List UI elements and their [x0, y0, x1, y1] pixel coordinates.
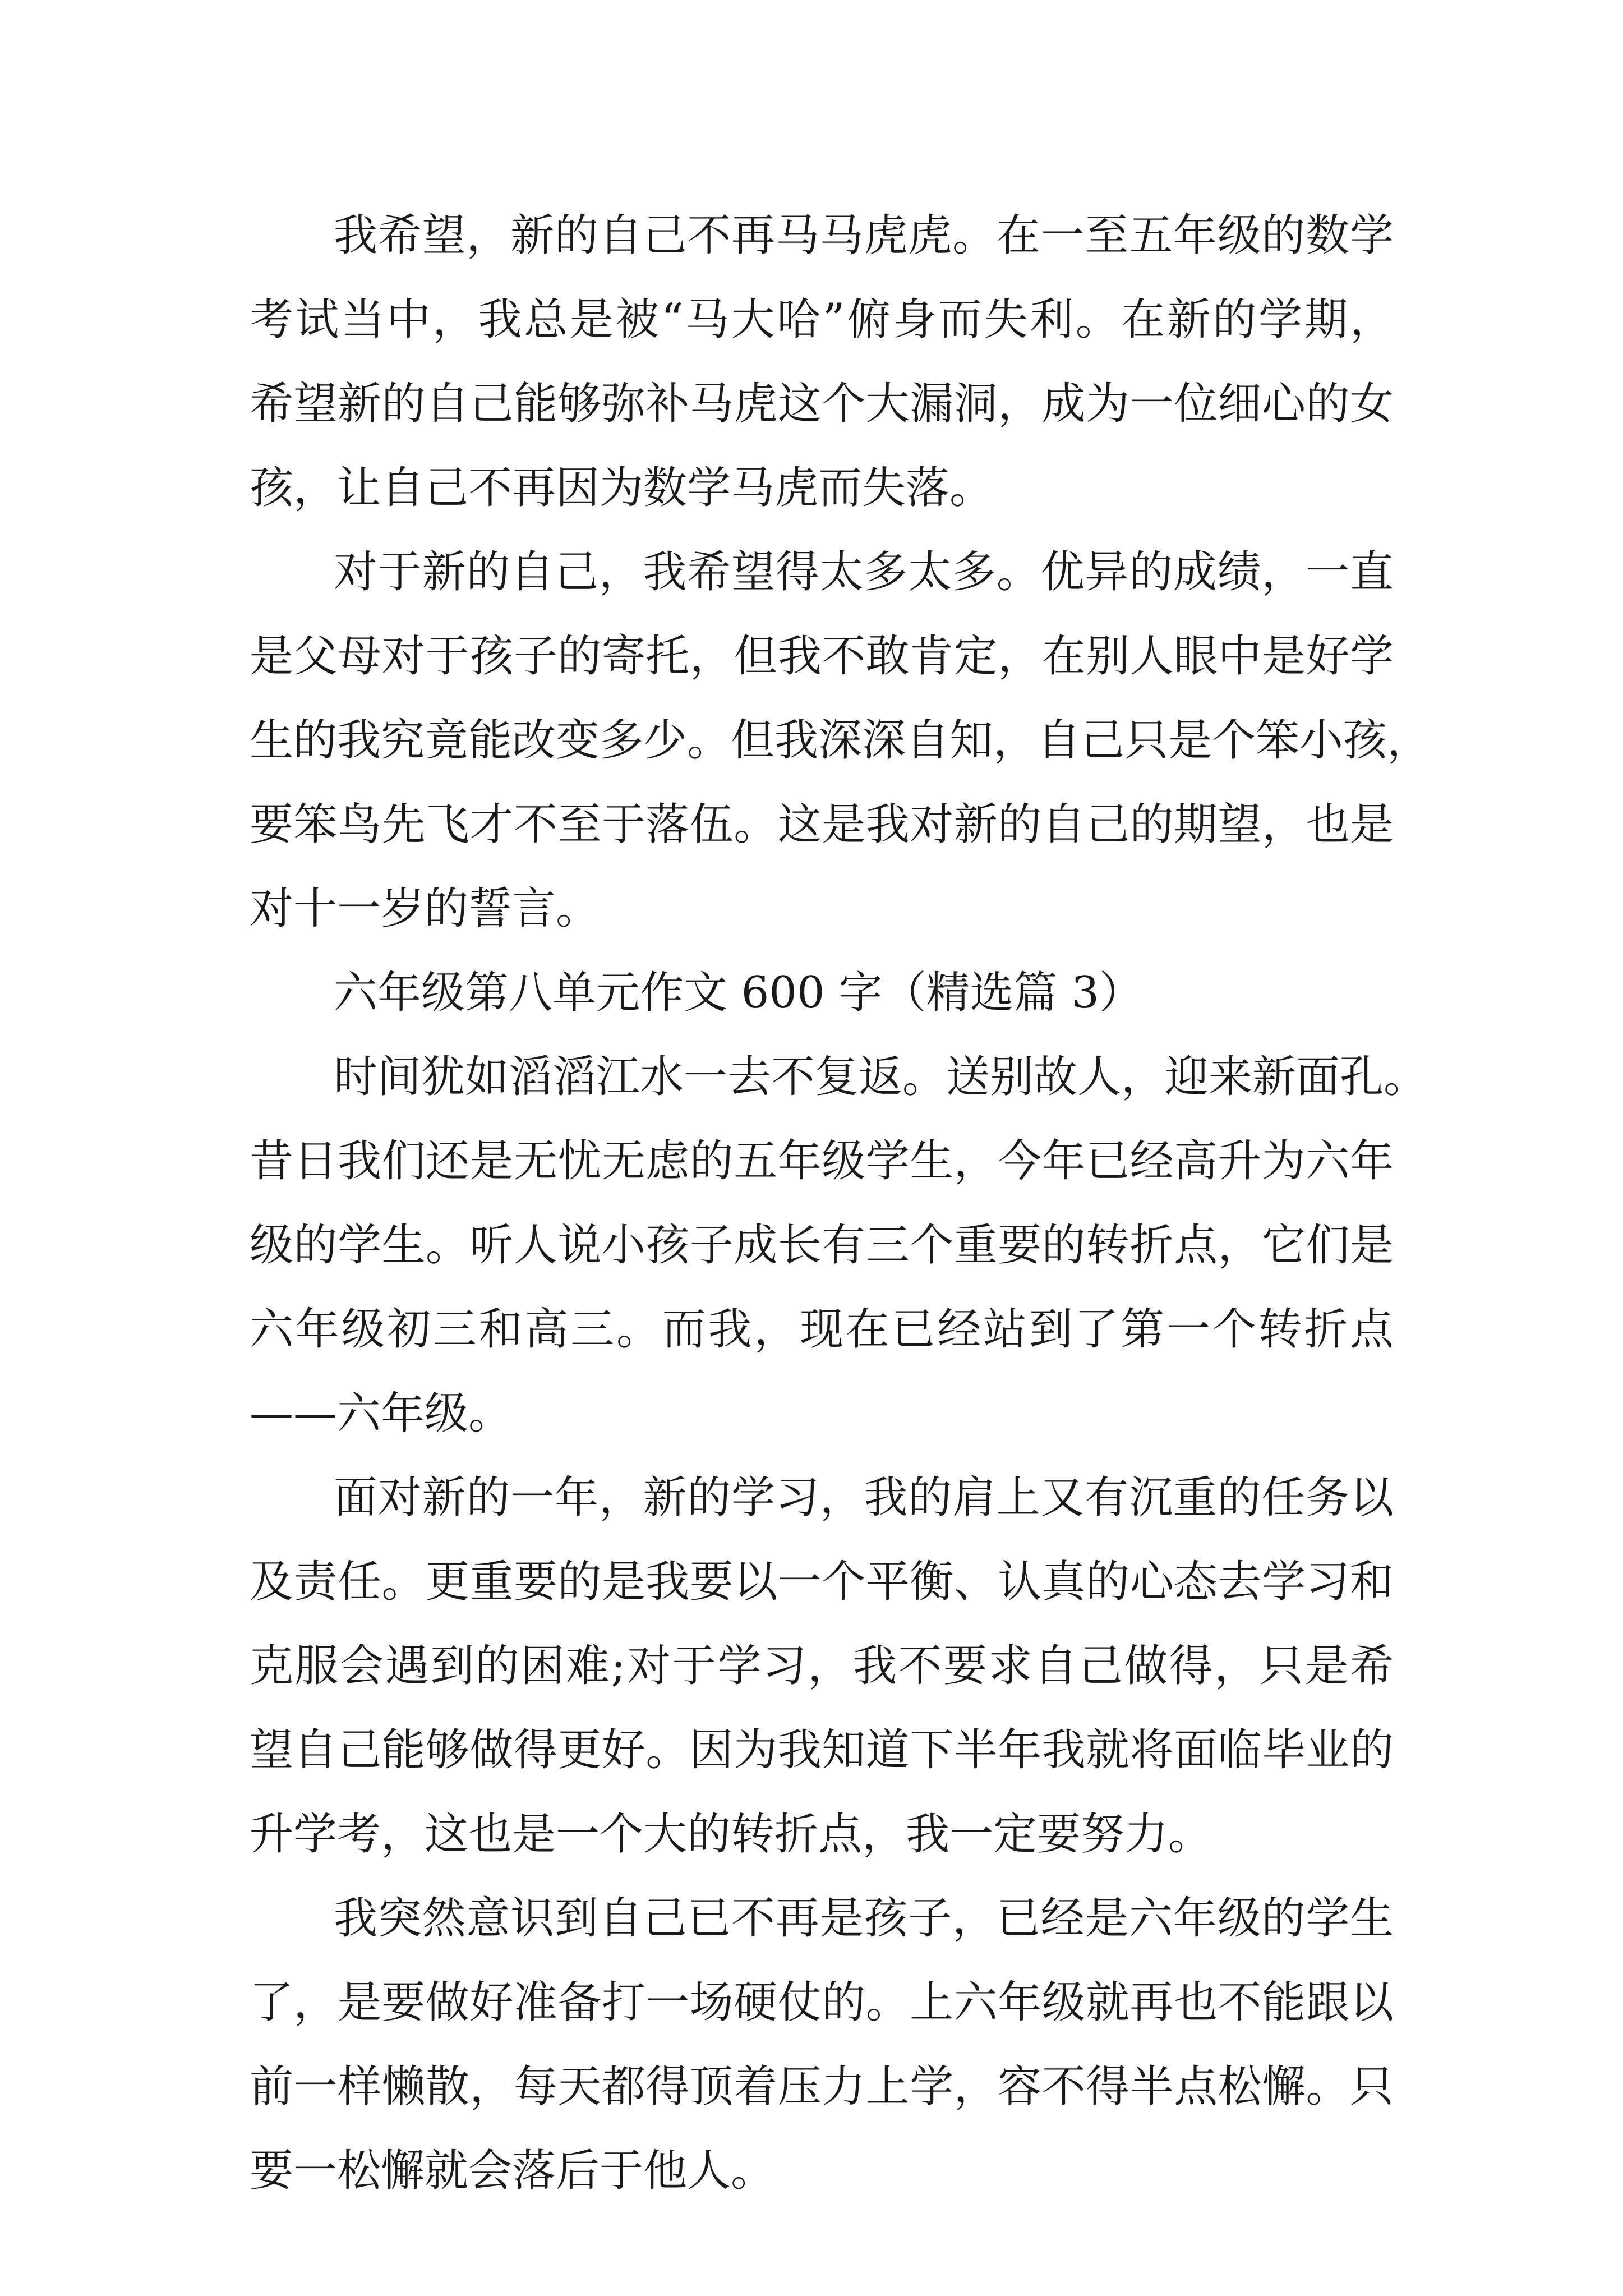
text-line: 考试当中，我总是被“马大哈”俯身而失利。在新的学期，	[250, 295, 1394, 345]
section-heading: 六年级第八单元作文 600 字（精选篇 3）	[334, 968, 1143, 1018]
essay-text	[250, 194, 1431, 2213]
text-line: 时间犹如滔滔江水一去不复返。送别故人，迎来新面孔。	[334, 1052, 1428, 1102]
text-line: 孩，让自己不再因为数学马虎而失落。	[250, 463, 994, 513]
text-line: 前一样懒散，每天都得顶着压力上学，容不得半点松懈。只	[250, 2062, 1394, 2112]
text-line: 面对新的一年，新的学习，我的肩上又有沉重的任务以	[334, 1473, 1394, 1523]
text-line: ——六年级。	[250, 1388, 513, 1439]
text-line: 要一松懈就会落后于他人。	[250, 2146, 775, 2196]
text-line: 六年级初三和高三。而我，现在已经站到了第一个转折点	[250, 1304, 1394, 1355]
text-line: 升学考，这也是一个大的转折点，我一定要努力。	[250, 1809, 1212, 1860]
text-line: 是父母对于孩子的寄托，但我不敢肯定，在别人眼中是好学	[250, 631, 1394, 682]
text-line: 了，是要做好准备打一场硬仗的。上六年级就再也不能跟以	[250, 1977, 1394, 2028]
text-line: 对于新的自己，我希望得太多太多。优异的成绩，一直	[334, 547, 1394, 597]
text-line: 级的学生。听人说小孩子成长有三个重要的转折点，它们是	[250, 1220, 1394, 1271]
text-line: 生的我究竟能改变多少。但我深深自知，自己只是个笨小孩，	[250, 715, 1431, 766]
text-line: 希望新的自己能够弥补马虎这个大漏洞，成为一位细心的女	[250, 379, 1394, 429]
text-line: 望自己能够做得更好。因为我知道下半年我就将面临毕业的	[250, 1725, 1394, 1775]
text-line: 昔日我们还是无忧无虑的五年级学生，今年已经高升为六年	[250, 1136, 1394, 1186]
text-line: 对十一岁的誓言。	[250, 884, 600, 934]
text-line: 要笨鸟先飞才不至于落伍。这是我对新的自己的期望，也是	[250, 799, 1394, 850]
text-line: 我突然意识到自己已不再是孩子，已经是六年级的学生	[334, 1893, 1394, 1944]
text-line: 及责任。更重要的是我要以一个平衡、认真的心态去学习和	[250, 1557, 1394, 1607]
text-line: 我希望，新的自己不再马马虎虎。在一至五年级的数学	[334, 210, 1394, 261]
text-line: 克服会遇到的困难;对于学习，我不要求自己做得，只是希	[250, 1641, 1394, 1691]
